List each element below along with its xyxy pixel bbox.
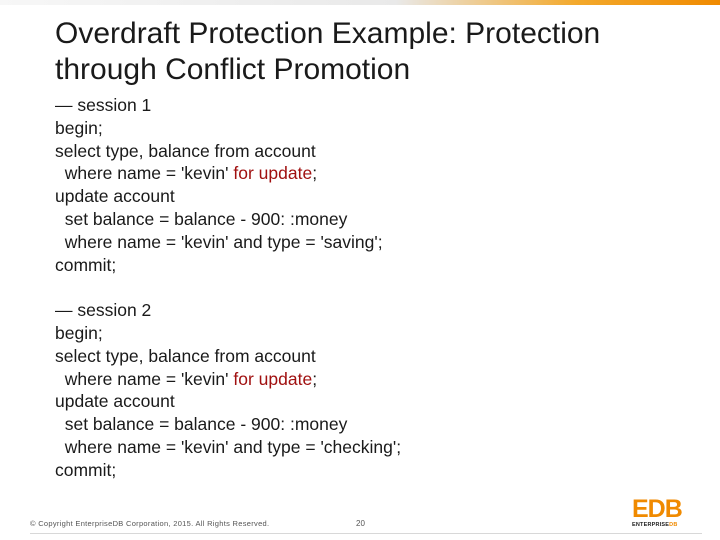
session2-where-for-update — [55, 368, 675, 391]
session2-update: update account — [55, 391, 175, 412]
session-separator — [55, 276, 675, 299]
session2-where-text: where name = 'kevin' — [55, 368, 234, 389]
session2-where-type: where name = 'kevin' and type = 'checking'; — [55, 436, 402, 457]
session2-for-update-keyword: for update — [233, 368, 313, 389]
session1-commit: commit; — [55, 254, 117, 275]
edb-logo — [632, 497, 690, 529]
slide-title — [55, 16, 695, 88]
session1-where-for-update — [55, 162, 675, 185]
edb-logo-mark: EDB — [632, 495, 682, 523]
session2-comment: — session 2 — [55, 300, 152, 321]
top-accent-bar — [0, 0, 720, 5]
session1-where-semicolon: ; — [312, 163, 318, 184]
session1-update: update account — [55, 186, 175, 207]
session1-begin: begin; — [55, 117, 103, 138]
edb-logo-sub-main: ENTERPRISE — [632, 522, 670, 528]
session1-for-update-keyword: for update — [233, 163, 313, 184]
edb-logo-sub-accent: DB — [669, 522, 678, 528]
session2-set: set balance = balance - 900: :money — [55, 414, 348, 435]
session1-select: select type, balance from account — [55, 140, 316, 161]
slide-title-line-2: through Conflict Promotion — [55, 53, 411, 86]
session1-where-text: where name = 'kevin' — [55, 163, 234, 184]
session1-where-type: where name = 'kevin' and type = 'saving'; — [55, 231, 383, 252]
footer-divider — [30, 533, 702, 534]
session1-set: set balance = balance - 900: :money — [55, 208, 348, 229]
slide-title-line-1: Overdraft Protection Example: Protection — [55, 17, 601, 50]
footer-copyright: © Copyright EnterpriseDB Corporation, 2015. All Rights Reserved. — [30, 519, 270, 528]
session2-where-semicolon: ; — [312, 368, 318, 389]
session2-commit: commit; — [55, 459, 117, 480]
session2-select: select type, balance from account — [55, 345, 316, 366]
page-number: 20 — [356, 519, 365, 528]
session1-comment: — session 1 — [55, 95, 152, 115]
session2-begin: begin; — [55, 322, 103, 343]
sql-code-block — [55, 94, 675, 482]
